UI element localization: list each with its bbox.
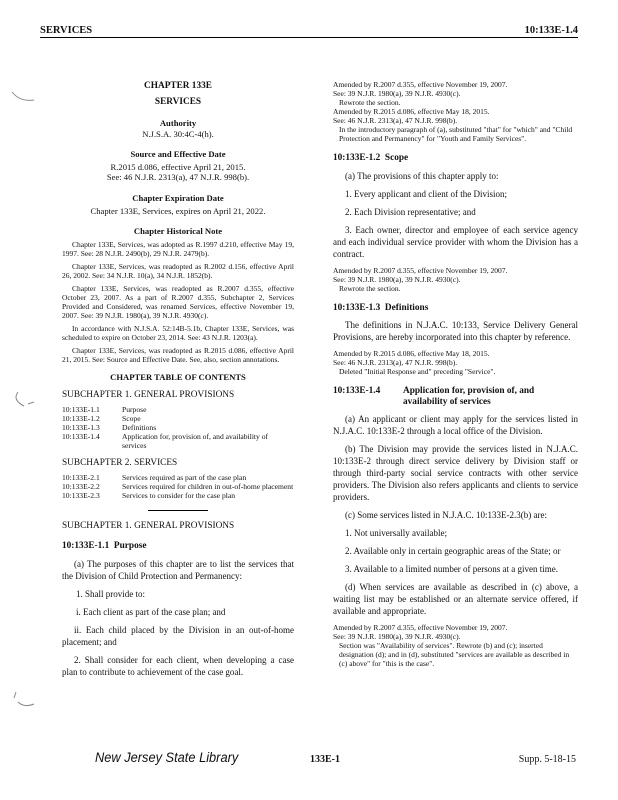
toc-title: Definitions: [122, 422, 157, 432]
toc-num: 10:133E-1.2: [62, 413, 100, 423]
page-number: 133E-1: [310, 754, 340, 765]
section-title: Purpose: [113, 541, 147, 552]
purpose-item-i: i. Each client as part of the case plan; and: [76, 606, 226, 617]
toc-heading: CHAPTER TABLE OF CONTENTS: [110, 371, 246, 382]
history-para: Chapter 133E, Services, was readopted as R.2015 d.086, effective April 21, 2015. See: Source and Effective Date. See, also, section annotations.: [62, 345, 294, 364]
purpose-a: (a) The purposes of this chapter are to list the services that the Division of Child Protection and Permanency:: [62, 558, 294, 581]
history-heading: Chapter Historical Note: [133, 226, 223, 237]
section-1-3-heading: [333, 303, 578, 314]
section-number: 10:133E-1.4: [333, 386, 381, 397]
toc-subchapter-2: SUBCHAPTER 2. SERVICES: [62, 457, 178, 468]
amend-line: Amended by R.2007 d.355, effective November 19, 2007.: [333, 265, 508, 275]
availability-a: (a) An applicant or client may apply for the services listed in N.J.A.C. 10:133E-2 through a local office of the Division.: [333, 414, 578, 437]
history-para: Chapter 133E, Services, was readopted as R.2007 d.355, effective October 23, 2007. As a part of R.2007 d.355, Subchapter 2, Services Provided and Considered, was renamed Services, effective November 19, 2007. See: 39 N.J.R. 1980(a), 39 N.J.R. 4930(c).: [62, 283, 294, 320]
subchapter-1-title: SUBCHAPTER 1. GENERAL PROVISIONS: [62, 520, 235, 531]
header-left: SERVICES: [40, 25, 93, 36]
purpose-item-2: 2. Shall consider for each client, when developing a case plan to contribute to achievement of the case goal.: [62, 654, 294, 677]
right-column: [333, 80, 578, 676]
binder-hole-mark-top: [10, 88, 36, 106]
toc-num: 10:133E-2.1: [62, 472, 100, 482]
toc-subchapter-1: SUBCHAPTER 1. GENERAL PROVISIONS: [62, 390, 235, 401]
amend-line: See: 39 N.J.R. 1980(a), 39 N.J.R. 4930(c).: [333, 89, 461, 98]
amend-line: Section was "Availability of services". Rewrote (b) and (c); inserted designation (d); and in (d), substituted "services are available as described in (c) above" for "this is the case".: [339, 641, 570, 669]
running-header: [40, 18, 578, 36]
amend-line: See: 39 N.J.R. 1980(a), 39 N.J.R. 4930(c).: [333, 632, 461, 642]
binder-hole-mark-bottom: [10, 690, 36, 708]
toc-num: 10:133E-1.3: [62, 422, 100, 432]
toc-title: Scope: [122, 413, 141, 423]
authority-text: N.J.S.A. 30:4C-4(h).: [142, 128, 214, 139]
purpose-item-1: 1. Shall provide to:: [76, 588, 145, 599]
section-number: 10:133E-1.3: [333, 302, 381, 313]
section-1-2-heading: [333, 153, 578, 164]
page-footer: [95, 750, 578, 772]
toc-num: 10:133E-2.3: [62, 490, 100, 500]
toc-title: Purpose: [122, 404, 147, 414]
amend-line: See: 39 N.J.R. 1980(a), 39 N.J.R. 4930(c).: [333, 274, 461, 284]
header-rule: [40, 37, 578, 38]
availability-d: (d) When services are available as described in (c) above, a waiting list may be established or an alternate service offered, if available and appropriate.: [333, 582, 578, 617]
chapter-title: SERVICES: [154, 97, 202, 107]
availability-c-item: 1. Not universally available;: [345, 528, 447, 539]
toc-list-1: [62, 405, 294, 450]
binder-hole-mark-middle: [10, 390, 36, 408]
toc-title: Services required for children in out-of-home placement: [122, 481, 294, 491]
amend-line: See: 46 N.J.R. 2313(a), 47 N.J.R. 998(b).: [333, 116, 458, 125]
amend-line: Rewrote the section.: [339, 98, 401, 107]
chapter-number: CHAPTER 133E: [144, 81, 212, 91]
toc-num: 10:133E-1.4: [62, 431, 100, 441]
amend-line: Amended by R.2007 d.355, effective November 19, 2007.: [333, 623, 508, 633]
history-para: Chapter 133E, Services, was adopted as R.1997 d.210, effective May 19, 1997. See: 28 N.J.R. 2490(b), 29 N.J.R. 2479(b).: [62, 239, 294, 258]
scope-item: 1. Every applicant and client of the Division;: [345, 188, 507, 199]
section-number: 10:133E-1.2: [333, 153, 381, 163]
amend-line: Rewrote the section.: [339, 283, 401, 293]
supplement-date: Supp. 5-18-15: [518, 754, 576, 765]
section-number: 10:133E-1.1: [62, 541, 110, 552]
amend-line: Amended by R.2015 d.086, effective May 18, 2015.: [333, 107, 490, 116]
amend-line: Amended by R.2007 d.355, effective November 19, 2007.: [333, 80, 508, 89]
purpose-amendment-note: [333, 80, 578, 143]
toc-title: Application for, provision of, and availability of services: [122, 431, 269, 450]
availability-c-item: 3. Available to a limited number of persons at a given time.: [345, 564, 559, 575]
left-column: [62, 80, 294, 684]
source-line-1: R.2015 d.086, effective April 21, 2015.: [110, 161, 246, 172]
purpose-item-ii: ii. Each child placed by the Division in an out-of-home placement; and: [62, 624, 294, 647]
toc-num: 10:133E-1.1: [62, 404, 100, 414]
availability-c: (c) Some services listed in N.J.A.C. 10:133E-2.3(b) are:: [345, 510, 547, 521]
section-title: Application for, provision of, and availability of services: [403, 386, 535, 407]
definitions-text: The definitions in N.J.A.C. 10:133, Service Delivery General Provisions, are hereby incorporated into this chapter by reference.: [333, 320, 578, 343]
amend-line: See: 46 N.J.R. 2313(a), 47 N.J.R. 998(b).: [333, 358, 458, 368]
section-divider: [148, 510, 208, 511]
availability-c-item: 2. Available only in certain geographic areas of the State; or: [345, 546, 561, 557]
expiration-text: Chapter 133E, Services, expires on April 21, 2022.: [90, 205, 266, 216]
toc-num: 10:133E-2.2: [62, 481, 100, 491]
amend-line: In the introductory paragraph of (a), substituted "that" for "which" and "Child Protection and Permanency" for "Youth and Family Services".: [339, 125, 573, 143]
section-title: Definitions: [384, 302, 429, 313]
history-para: In accordance with N.J.S.A. 52:14B-5.1b, Chapter 133E, Services, was scheduled to expire on October 23, 2014. See: 43 N.J.R. 1203(a).: [62, 323, 294, 342]
toc-list-2: [62, 473, 294, 500]
toc-title: Services required as part of the case plan: [122, 472, 247, 482]
definitions-amendment-note: [333, 349, 578, 376]
header-right: 10:133E-1.4: [524, 25, 578, 36]
source-line-2: See: 46 N.J.R. 2313(a), 47 N.J.R. 998(b).: [106, 172, 250, 183]
scope-a: (a) The provisions of this chapter apply to:: [345, 170, 499, 181]
source-heading: Source and Effective Date: [130, 149, 226, 160]
authority-heading: Authority: [159, 118, 197, 128]
scope-amendment-note: [333, 266, 578, 293]
history-para: Chapter 133E, Services, was readopted as R.2002 d.156, effective April 26, 2002. See: 34 N.J.R. 10(a), 34 N.J.R. 1852(b).: [62, 261, 294, 280]
expiration-heading: Chapter Expiration Date: [132, 192, 224, 203]
availability-amendment-note: [333, 623, 578, 668]
availability-b: (b) The Division may provide the services listed in N.J.A.C. 10:133E-2 through direct service delivery by Division staff or through third-party social service contracts with other service providers. The Division also refers applicants and clients to service providers.: [333, 444, 578, 503]
section-title: Scope: [384, 153, 409, 163]
toc-title: Services to consider for the case plan: [122, 490, 236, 500]
scope-item: 2. Each Division representative; and: [345, 206, 476, 217]
amend-line: Amended by R.2015 d.086, effective May 18, 2015.: [333, 349, 490, 359]
section-1-4-heading: [333, 386, 578, 407]
scope-item: 3. Each owner, director and employee of each service agency and each individual service provider with whom the Division has a contract.: [333, 224, 578, 259]
section-1-1-heading: [62, 541, 294, 552]
amend-line: Deleted "Initial Response and" preceding "Service".: [339, 367, 496, 377]
library-stamp: New Jersey State Library: [95, 750, 239, 765]
